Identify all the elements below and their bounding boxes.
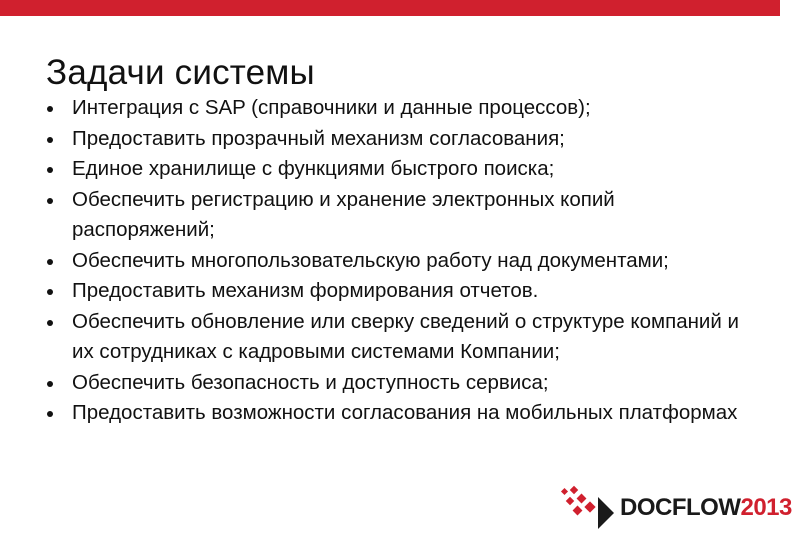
bullet-text: Обеспечить регистрацию и хранение электронных копий распоряжений; (72, 187, 615, 241)
bullet-dot-icon (47, 198, 53, 204)
bullet-dot-icon (47, 320, 53, 326)
bullet-text: Предоставить механизм формирования отчетов. (72, 279, 539, 302)
bullet-dot-icon (47, 106, 53, 112)
bullet-text: Обеспечить многопользовательскую работу над документами; (72, 248, 669, 272)
bullet-item (46, 276, 746, 307)
bullet-item (46, 246, 746, 277)
top-accent-bar (0, 0, 780, 16)
logo-brand-text: DOCFLOW (620, 494, 741, 521)
bullet-text: Предоставить прозрачный механизм согласования; (72, 126, 565, 150)
bullet-dot-icon (47, 289, 53, 295)
bullet-dot-icon (47, 259, 53, 265)
logo-mark-icon (558, 483, 620, 533)
bullet-text: Обеспечить обновление или сверку сведений о структуре компаний и их сотрудниках с кадровыми системами Компании; (72, 309, 739, 363)
bullet-item (46, 398, 746, 429)
bullet-item (46, 93, 746, 124)
bullet-list (46, 93, 746, 429)
bullet-item (46, 154, 746, 185)
bullet-dot-icon (47, 411, 53, 417)
docflow-logo (558, 483, 792, 533)
bullet-item (46, 124, 746, 155)
bullet-dot-icon (47, 137, 53, 143)
bullet-text: Интеграция с SAP (справочники и данные процессов); (72, 96, 591, 119)
bullet-text: Единое хранилище с функциями быстрого поиска; (72, 157, 555, 180)
bullet-text: Предоставить возможности согласования на мобильных платформах (72, 401, 738, 424)
bullet-item (46, 185, 746, 246)
logo-year-text: 2013 (740, 494, 792, 521)
bullet-item (46, 307, 746, 368)
bullet-dot-icon (47, 381, 53, 387)
logo-wordmark (620, 493, 792, 523)
bullet-dot-icon (47, 167, 53, 173)
bullet-item (46, 368, 746, 399)
bullet-text: Обеспечить безопасность и доступность сервиса; (72, 370, 549, 394)
slide-title: Задачи системы (46, 53, 315, 92)
